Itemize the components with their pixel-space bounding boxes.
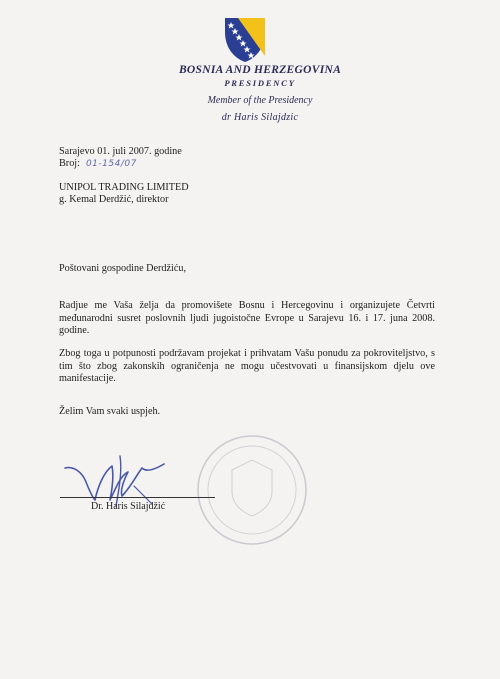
reference-number (59, 158, 137, 171)
closing-line: Želim Vam svaki uspjeh. (59, 406, 161, 417)
body-paragraph-2: Zbog toga u potpunosti podržavam projekat i prihvatam Vašu ponudu za pokroviteljstvo, s tim što zbog zakonskih ograničenja ne mogu učestvovati u finansijskom djelu ove manifestacije. (59, 348, 435, 384)
recipient-person: g. Kemal Derdžić, direktor (59, 194, 169, 205)
member-title: Member of the Presidency (207, 95, 313, 106)
body-paragraph-1: Radjue me Vaša želja da promovišete Bosnu i Hercegovinu i organizujete Četvrti međunarodni susret poslovnih ljudi jugoistočne Evrope u Sarajevu 16. i 17. juna 2008. godine. (59, 300, 435, 336)
signature-line (60, 497, 215, 498)
signatory-name: Dr. Haris Silajdžić (91, 501, 166, 512)
institution-heading: PRESIDENCY (224, 78, 296, 88)
reference-value: 01-154/07 (85, 159, 137, 169)
coat-of-arms-icon (222, 16, 268, 64)
place-date: Sarajevo 01. juli 2007. godine (59, 146, 182, 157)
official-stamp-icon (192, 430, 312, 550)
country-heading: BOSNIA AND HERZEGOVINA (178, 64, 342, 76)
salutation: Poštovani gospodine Derdžiću, (59, 263, 187, 274)
recipient-company: UNIPOL TRADING LIMITED (59, 182, 189, 193)
member-name: dr Haris Silajdzic (221, 112, 299, 123)
reference-label: Broj: (59, 158, 80, 169)
